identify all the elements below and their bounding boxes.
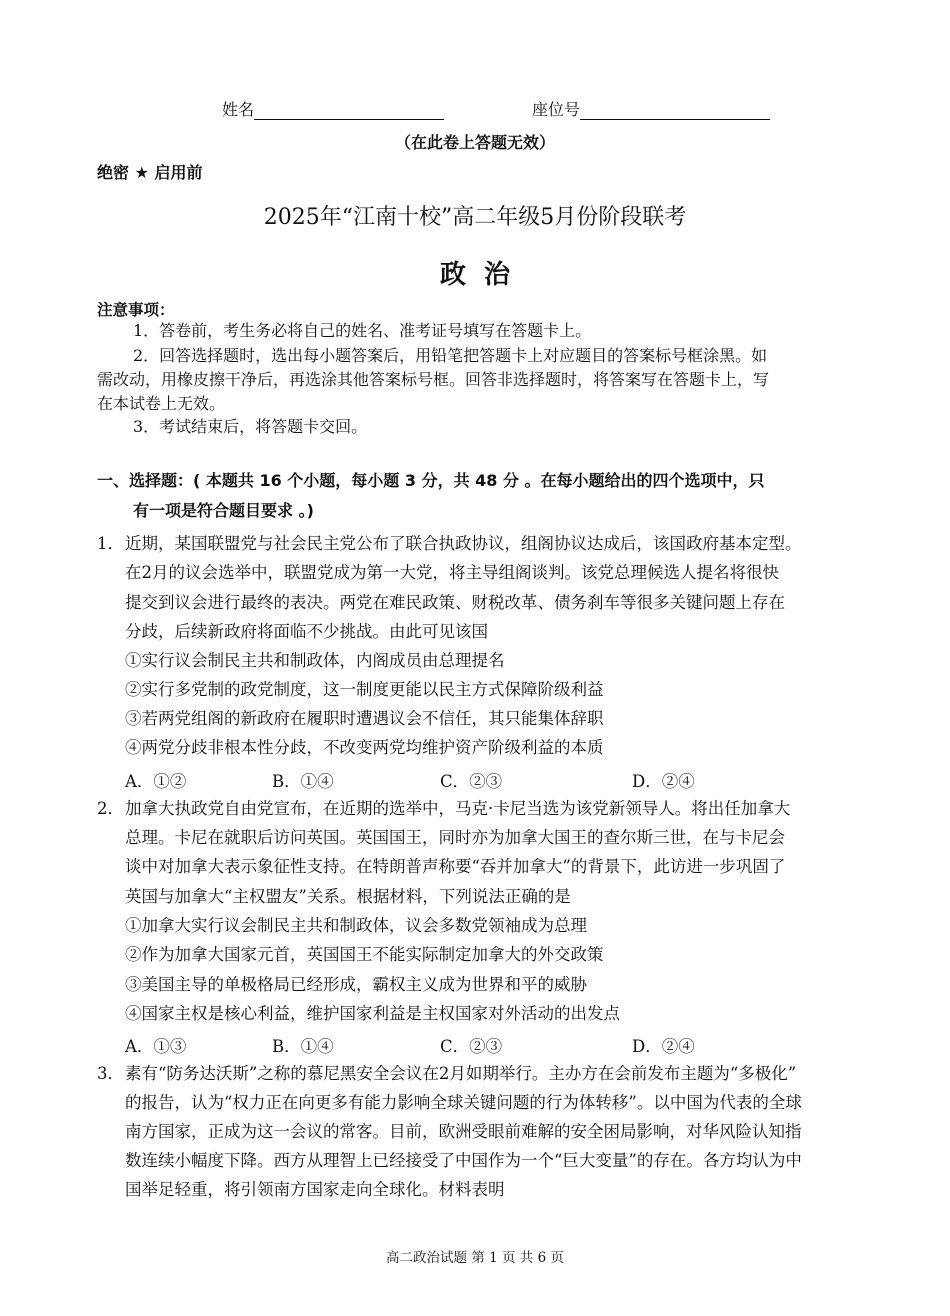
seat-underline[interactable] <box>580 103 770 120</box>
section-heading-cont: 有一项是符合题目要求 。) <box>133 501 314 520</box>
question-line: 南方国家，正成为这一会议的常客。目前，欧洲受眼前难解的安全困局影响，对华风险认知指 <box>125 1122 802 1141</box>
option-c[interactable]: C．②③ <box>440 772 503 791</box>
statement: ④国家主权是核心利益，维护国家利益是主权国家对外活动的出发点 <box>125 1004 620 1023</box>
question-line: 提交到议会进行最终的表决。两党在难民政策、财税改革、债务刹车等很多关键问题上存在 <box>125 593 785 612</box>
notice-item-2-cont: 需改动，用橡皮擦干净后，再选涂其他答案标号框。回答非选择题时，将答案写在答题卡上，写 <box>97 370 770 389</box>
question-number: 1． <box>97 534 124 553</box>
question-line: 的报告，认为“权力正在向更多有能力影响全球关键问题的行为体转移”。以中国为代表的全球 <box>125 1093 802 1112</box>
statement: ④两党分歧非根本性分歧，不改变两党均维护资产阶级利益的本质 <box>125 738 604 757</box>
question-line: 总理。卡尼在就职后访问英国。英国国王，同时亦为加拿大国王的查尔斯三世，在与卡尼会 <box>125 828 785 847</box>
question-line: 分歧，后续新政府将面临不少挑战。由此可见该国 <box>125 622 488 641</box>
page-footer: 高二政治试题 第 1 页 共 6 页 <box>386 1250 564 1266</box>
option-d[interactable]: D．②④ <box>632 772 695 791</box>
statement: ③若两党组阁的新政府在履职时遭遇议会不信任，其只能集体辞职 <box>125 709 604 728</box>
notice-item-2: 2．回答选择题时，选出每小题答案后，用铅笔把答题卡上对应题目的答案标号框涂黑。如 <box>133 346 768 365</box>
invalid-note: （在此卷上答题无效） <box>394 133 555 152</box>
question-line: 谈中对加拿大表示象征性支持。在特朗普声称要“吞并加拿大”的背景下，此访进一步巩固了 <box>125 857 786 876</box>
question-line: 素有“防务达沃斯”之称的慕尼黑安全会议在2月如期举行。主办方在会前发布主题为“多极化” <box>125 1064 797 1083</box>
option-a[interactable]: A．①③ <box>125 1037 187 1056</box>
option-a[interactable]: A．①② <box>125 772 187 791</box>
question-number: 2． <box>97 799 124 818</box>
question-line: 在2月的议会选举中，联盟党成为第一大党，将主导组阁谈判。该党总理候选人提名将很快 <box>125 563 779 582</box>
statement: ②实行多党制的政党制度，这一制度更能以民主方式保障阶级利益 <box>125 680 604 699</box>
notice-item-2-end: 在本试卷上无效。 <box>97 394 226 413</box>
question-line: 近期，某国联盟党与社会民主党公布了联合执政协议，组阁协议达成后，该国政府基本定型。 <box>125 534 802 553</box>
question-line: 英国与加拿大“主权盟友”关系。根据材料，下列说法正确的是 <box>125 887 571 906</box>
option-b[interactable]: B．①④ <box>272 1037 334 1056</box>
question-line: 加拿大执政党自由党宣布，在近期的选举中，马克·卡尼当选为该党新领导人。将出任加拿大 <box>125 799 791 818</box>
question-number: 3． <box>97 1064 124 1083</box>
statement: ②作为加拿大国家元首，英国国王不能实际制定加拿大的外交政策 <box>125 945 604 964</box>
option-c[interactable]: C．②③ <box>440 1037 503 1056</box>
seat-label: 座位号 <box>532 100 581 119</box>
name-field[interactable] <box>222 100 444 120</box>
seat-field[interactable] <box>532 100 770 120</box>
statement: ①实行议会制民主共和制政体，内阁成员由总理提名 <box>125 651 505 670</box>
option-b[interactable]: B．①④ <box>272 772 334 791</box>
secret-label: 绝密 ★ 启用前 <box>97 163 203 182</box>
name-label: 姓名 <box>222 100 255 119</box>
notice-title: 注意事项： <box>97 301 175 319</box>
section-heading: 一、选择题：( 本题共 16 个小题，每小题 3 分，共 48 分 。在每小题给出的四个选项中，只 <box>97 471 765 490</box>
exam-title: 2025年“江南十校”高二年级5月份阶段联考 <box>263 205 687 230</box>
notice-item-1: 1．答卷前，考生务必将自己的姓名、准考证号填写在答题卡上。 <box>133 321 592 340</box>
name-underline[interactable] <box>254 103 444 120</box>
notice-item-3: 3．考试结束后，将答题卡交回。 <box>133 417 368 436</box>
question-line: 数连续小幅度下降。西方从理智上已经接受了中国作为一个“巨大变量”的存在。各方均认为中 <box>125 1151 802 1170</box>
question-line: 国举足轻重，将引领南方国家走向全球化。材料表明 <box>125 1180 505 1199</box>
subject-title: 政 治 <box>439 260 511 290</box>
statement: ③美国主导的单极格局已经形成，霸权主义成为世界和平的威胁 <box>125 975 587 994</box>
option-d[interactable]: D．②④ <box>632 1037 695 1056</box>
statement: ①加拿大实行议会制民主共和制政体，议会多数党领袖成为总理 <box>125 916 587 935</box>
